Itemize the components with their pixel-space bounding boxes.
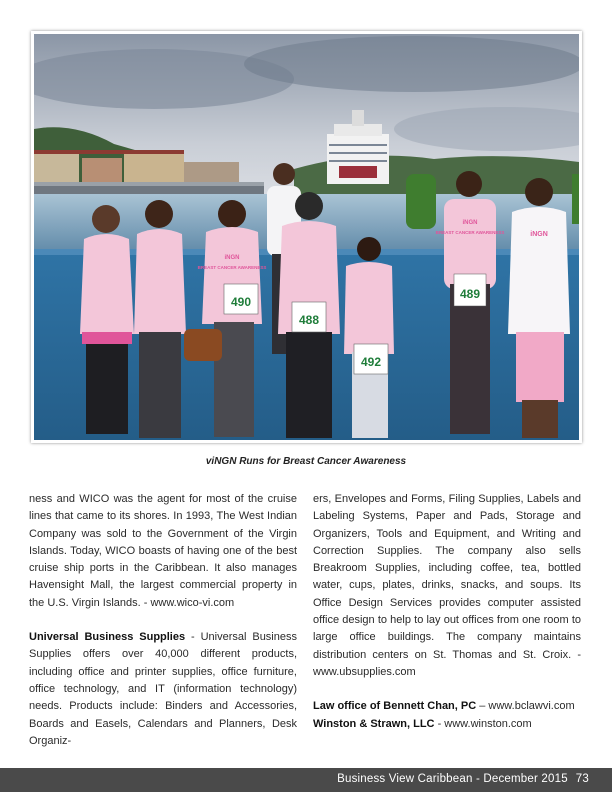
article-column-left (29, 491, 297, 750)
photo-caption: viNGN Runs for Breast Cancer Awareness (205, 456, 407, 467)
listing-winston-strawn (313, 716, 581, 733)
bib-492 (354, 344, 388, 374)
footer-text (337, 773, 589, 785)
company-name: Law office of Bennett Chan, PC (313, 700, 477, 713)
svg-text:489: 489 (459, 287, 481, 301)
shirt-logo: iNGN (530, 231, 548, 238)
paragraph-ubs-continued: ers, Envelopes and Forms, Filing Supplies, Labels and Labeling Systems, Paper and Pads, Storage and Organizers, Tools and Equipment, and Writing and Correction Supplies. The company also sells Breakroom Supplies, including coffee, tea, bottled water, cups, plates, drinks, snacks, and soups. Its Office Design Services provides computer assisted office design to help to lay out offices from one room to large office buildings. The company maintains distribution centers on St. Thomas and St. Croix. -www.ubsupplies.com (313, 493, 581, 678)
company-name: Universal Business Supplies (29, 631, 186, 644)
paragraph-universal-business-supplies (29, 629, 297, 750)
svg-text:490: 490 (230, 295, 252, 309)
shirt-logo: iNGN (224, 255, 240, 261)
svg-text:492: 492 (360, 355, 382, 369)
publication-title: Business View Caribbean - December 2015 (337, 773, 568, 785)
handbag (184, 329, 222, 361)
hedge (406, 174, 436, 229)
page-number: 73 (575, 773, 589, 785)
listing-url: - www.winston.com (434, 717, 532, 730)
shirt-slogan: BREAST CANCER AWARENESS (435, 230, 505, 235)
bib-488 (292, 302, 326, 332)
shirt-logo: iNGN (462, 220, 478, 226)
person-back-right (444, 171, 496, 434)
group-photo-illustration (34, 34, 579, 440)
page-footer (0, 768, 612, 792)
person-6 (508, 178, 570, 438)
person-1 (80, 205, 134, 434)
listing-bennett-chan (313, 698, 581, 715)
shirt-slogan: BREAST CANCER AWARENESS (197, 265, 267, 270)
bib-489 (460, 287, 480, 301)
article-column-right (313, 491, 581, 733)
person-2 (134, 200, 186, 438)
bib-490 (224, 284, 258, 314)
group-photo (34, 34, 579, 440)
listing-url: – www.bclawvi.com (476, 700, 575, 713)
svg-text:488: 488 (298, 313, 320, 327)
paragraph-text: - Universal Business Supplies offers over 40,000 different products, including office and printer supplies, office furniture, office technology, and IT (information technology) needs. Products include: Binders and Accessories, Boards and Easels, Calendars and Planners, Desk Organiz- (29, 631, 297, 747)
paragraph-wico: ness and WICO was the agent for most of the cruise lines that came to its shores. In 1993, The West Indian Company was sold to the Government of the Virgin Islands. Today, WICO boasts of having one of the best cruise ship ports in the Caribbean. It also manages Havensight Mall, the largest commercial property in the U.S. Virgin Islands. - www.wico-vi.com (29, 493, 297, 609)
company-name: Winston & Strawn, LLC (313, 717, 435, 730)
photo-frame (31, 31, 582, 443)
